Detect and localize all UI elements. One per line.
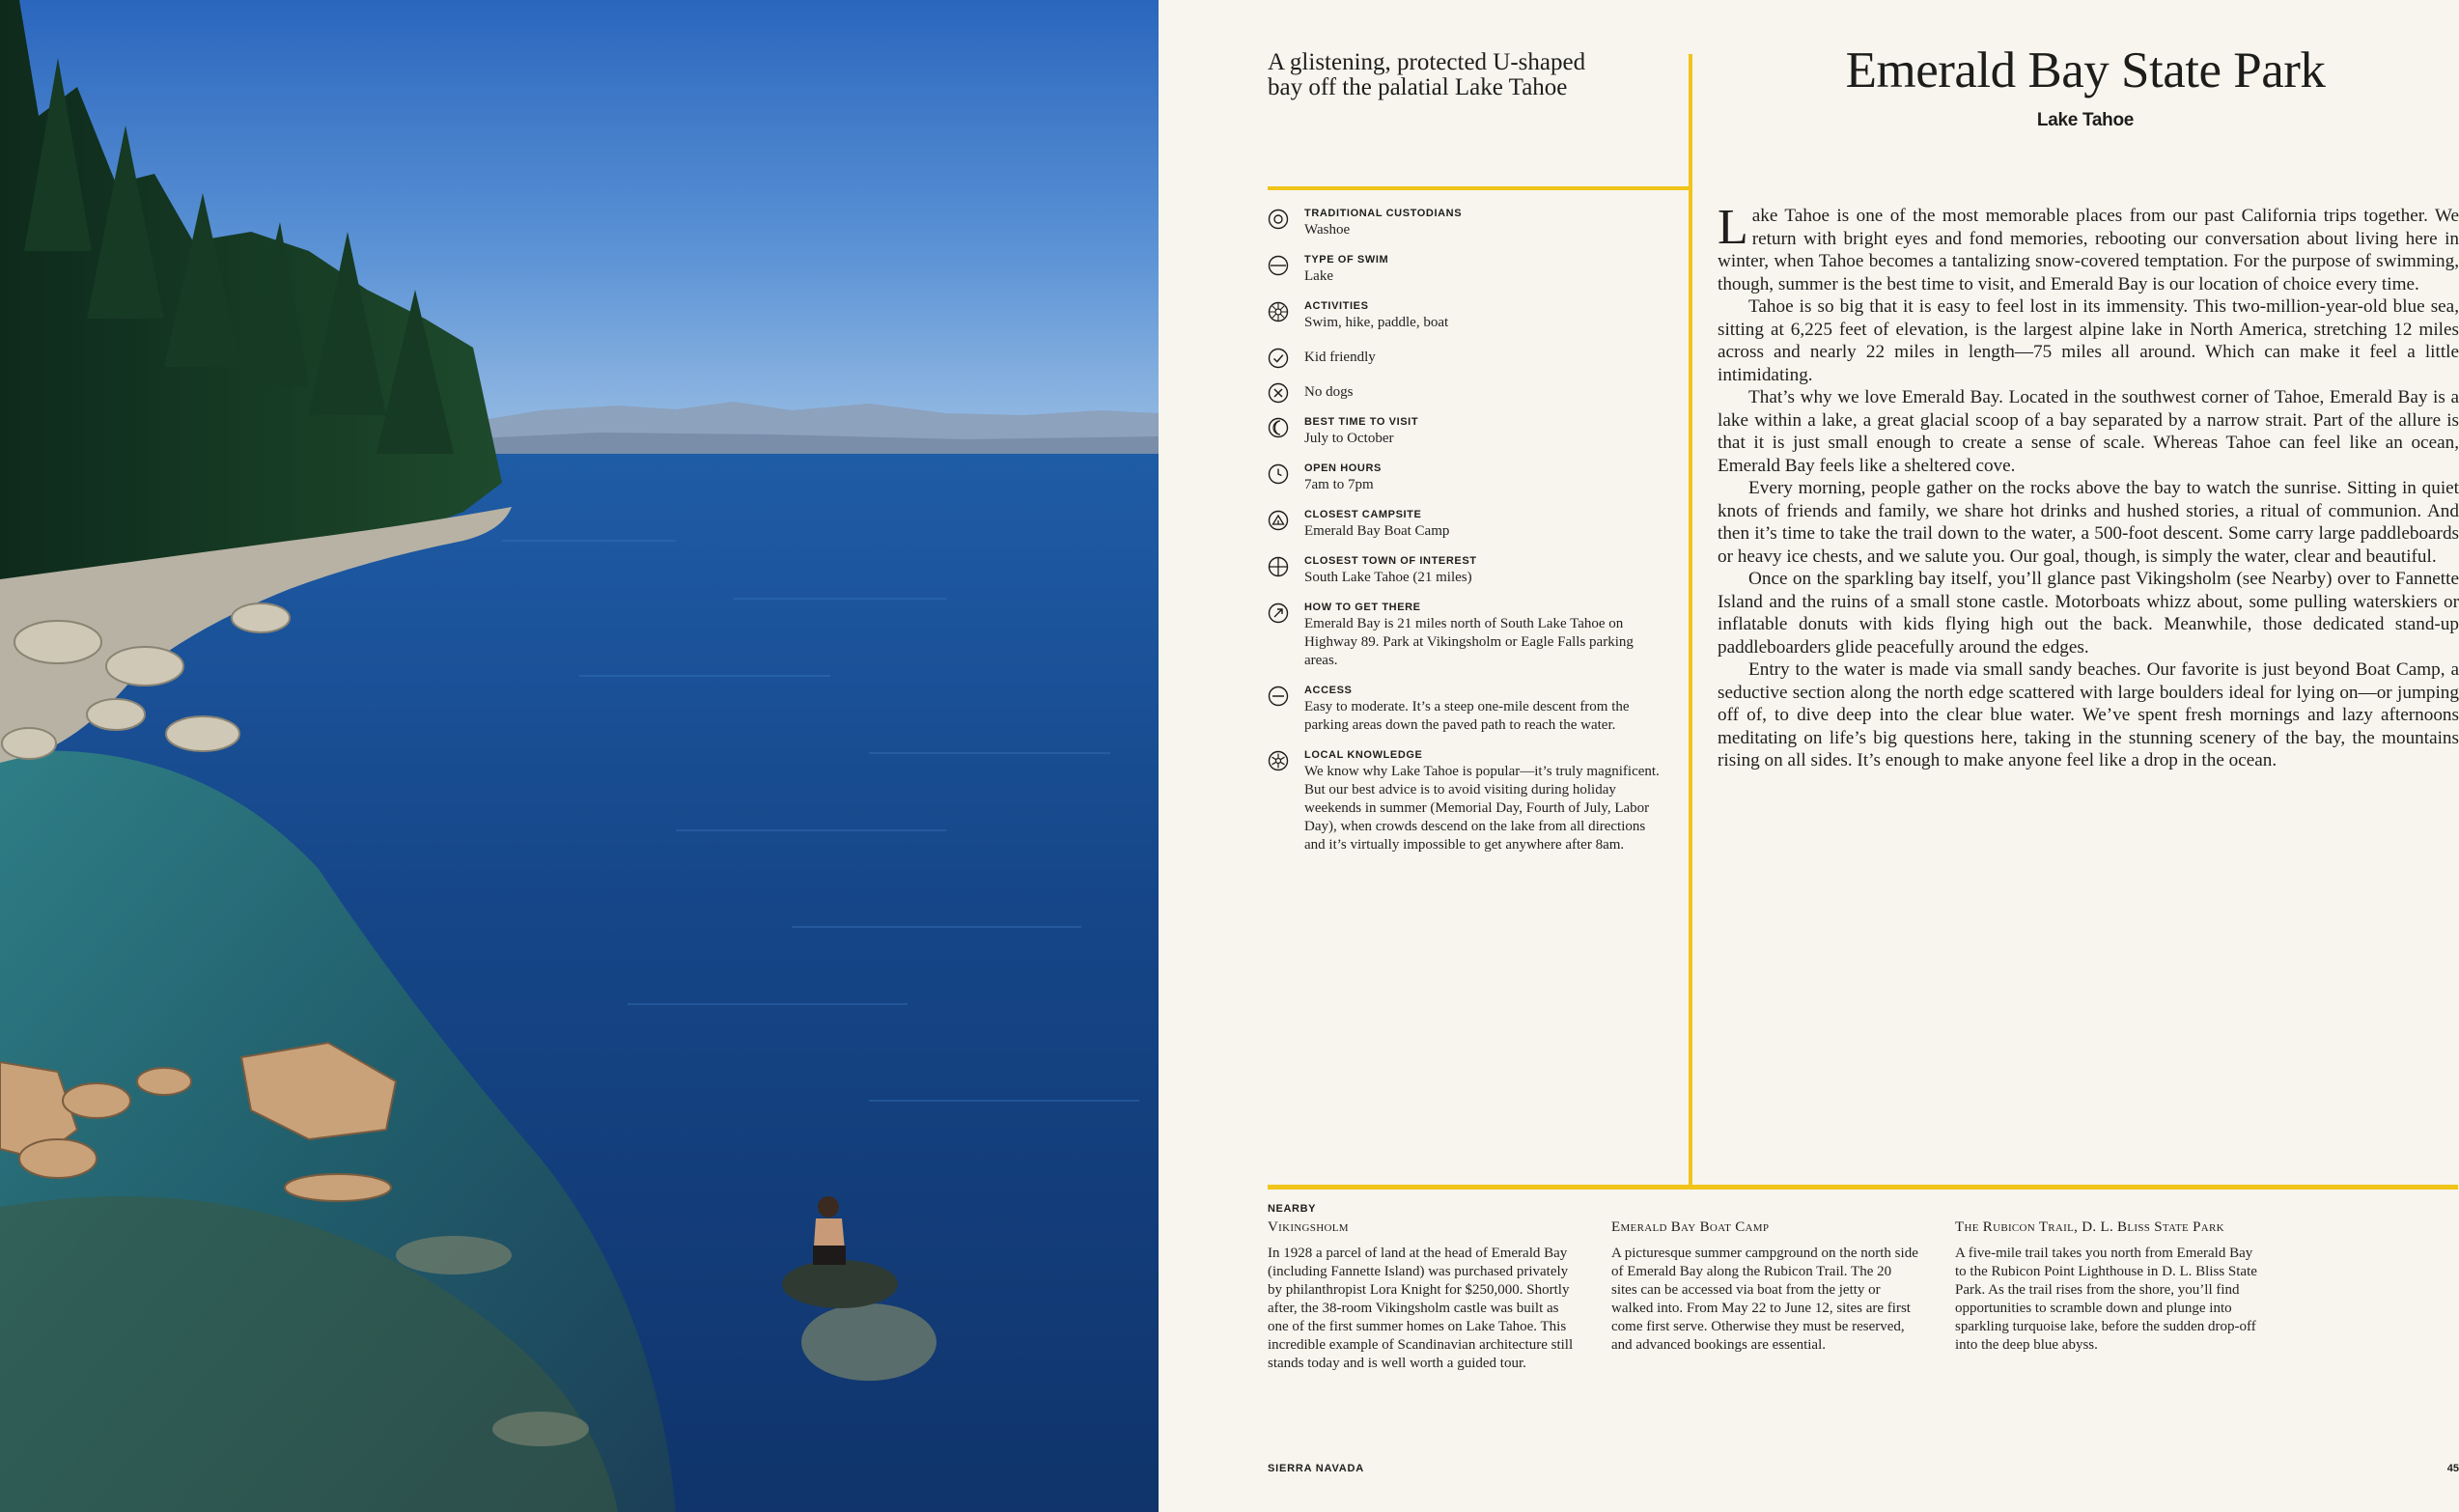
check-icon (1268, 348, 1289, 369)
info-value: 7am to 7pm (1304, 477, 1374, 492)
info-label: HOW TO GET THERE (1304, 602, 1421, 613)
paragraph: That’s why we love Emerald Bay. Located in the southwest corner of Tahoe, Emerald Bay is a lake within a lake, a great glacial scoop of a bay separated by a narrow strait. Part of the allure is that it is just small enough to create a sense of scale. Whereas Tahoe can feel like an ocean, Emerald Bay feels like a sheltered cove. (1718, 387, 2459, 476)
custodians-icon (1268, 209, 1289, 230)
paragraph: Once on the sparkling bay itself, you’ll glance past Vikingsholm (see Nearby) over to Fannette Island and the ruins of a small stone castle. Motorboats whizz about, some pulling waterskiers or inflatable donuts with kids flying high out the back. Meanwhile, those dedicated stand-up paddleboarders glide peacefully around the edges. (1718, 569, 2459, 658)
yellow-rule-bottom (1268, 1185, 2458, 1190)
nearby-text: A picturesque summer campground on the north side of Emerald Bay along the Rubicon Trail. The 20 sites can be accessed via boat from the jetty or walked into. From May 22 to June 12, sites are first come first serve. Otherwise they must be reserved, and advanced bookings are essential. (1611, 1246, 1918, 1353)
nearby-text: In 1928 a parcel of land at the head of Emerald Bay (including Fannette Island) was purchased privately by philanthropist Lora Knight for $250,000. Shortly after, the 38-room Vikingsholm castle was built as one of the first summer homes on Lake Tahoe. This incredible example of Scandinavian architecture still stands today and is well worth a guided tour. (1268, 1246, 1574, 1371)
info-label: TRADITIONAL CUSTODIANS (1304, 208, 1463, 219)
info-value: South Lake Tahoe (21 miles) (1304, 570, 1472, 585)
paragraph (1718, 200, 2459, 295)
info-label: ACCESS (1304, 685, 1353, 696)
info-label: CLOSEST CAMPSITE (1304, 509, 1422, 520)
season-icon (1268, 417, 1289, 438)
info-best-time (1268, 415, 1663, 448)
info-swim-type (1268, 253, 1663, 286)
yellow-vertical-rule (1689, 54, 1692, 1188)
directions-icon (1268, 602, 1289, 624)
paragraph: Every morning, people gather on the rocks above the bay to watch the sunrise. Sitting in quiet knots of friends and family, we share hot drinks and hushed stories, a ritual of communion. And then it’s time to take the trail down to the water, a 500-foot descent. Some carry large paddleboards or heavy ice chests, and we salute you. Our goal, though, is simply the water, clear and beautiful. (1718, 478, 2459, 567)
nearby-item (1268, 1218, 1575, 1373)
info-value: Emerald Bay is 21 miles north of South Lake Tahoe on Highway 89. Park at Vikingsholm or Eagle Falls parking areas. (1304, 616, 1634, 668)
article-page (1159, 0, 2459, 1512)
info-no-dogs (1268, 380, 1663, 404)
info-label: OPEN HOURS (1304, 462, 1382, 474)
info-value: Lake (1304, 268, 1333, 284)
paragraph: Entry to the water is made via small sandy beaches. Our favorite is just beyond Boat Camp, a seductive section along the north edge scattered with large boulders ideal for lying on—or jumping off of, to dive deep into the clear blue water. We’ve spent fresh mornings and lazy afternoons meditating on life’s big questions here, taking in the stunning scenery of the bay, the mountains rising on all sides. It’s enough to make anyone feel like a drop in the ocean. (1718, 659, 2459, 770)
no-dogs-icon (1268, 382, 1289, 404)
info-label: ACTIVITIES (1304, 300, 1369, 312)
info-custodians (1268, 207, 1663, 239)
info-value: Easy to moderate. It’s a steep one-mile descent from the parking areas down the paved path to reach the water. (1304, 699, 1630, 733)
info-label: LOCAL KNOWLEDGE (1304, 749, 1423, 761)
info-access (1268, 684, 1663, 735)
info-label: BEST TIME TO VISIT (1304, 416, 1419, 428)
drop-cap: L (1718, 200, 1748, 255)
info-list (1268, 207, 1663, 868)
info-local-knowledge (1268, 748, 1663, 854)
page-title: Emerald Bay State Park (1845, 42, 2326, 98)
lake-photo (0, 0, 1159, 1512)
knowledge-icon (1268, 750, 1289, 771)
section-footer: SIERRA NAVADA (1268, 1463, 1365, 1474)
page-subtitle: Lake Tahoe (2036, 110, 2135, 130)
nearby-item (1611, 1218, 1918, 1355)
paragraph: Tahoe is so big that it is easy to feel lost in its immensity. This two-million-year-old blue sea, sitting at 6,225 feet of elevation, is the largest alpine lake in North America, stretching 12 miles across and nearly 22 miles in length—75 miles all around. Which can make it feel a little intimidating. (1718, 296, 2459, 385)
clock-icon (1268, 463, 1289, 485)
article-body (1718, 200, 2459, 772)
access-icon (1268, 686, 1289, 707)
info-label: CLOSEST TOWN OF INTEREST (1304, 555, 1477, 567)
yellow-rule-top (1268, 186, 1691, 190)
info-town (1268, 554, 1663, 587)
nearby-title: Vikingsholm (1268, 1219, 1349, 1235)
paragraph-text: ake Tahoe is one of the most memorable places from our past California trips together. We return with bright eyes and fond memories, rebooting our conversation about living here in winter, when Tahoe becomes a tantalizing snow-covered temptation. For the purpose of swimming, though, summer is the best time to visit, and Emerald Bay is our location of choice every time. (1718, 206, 2459, 294)
swim-type-icon (1268, 255, 1289, 276)
nearby-title: The Rubicon Trail, D. L. Bliss State Park (1955, 1219, 2224, 1235)
info-open-hours (1268, 462, 1663, 494)
nearby-label: NEARBY (1268, 1203, 1317, 1215)
info-value: July to October (1304, 431, 1394, 446)
nearby-text: A five-mile trail takes you north from Emerald Bay to the Rubicon Point Lighthouse in D. L. Bliss State Park. As the trail rises from the shore, you’ll find opportunities to scramble down and plunge into sparkling turquoise lake, before the sudden drop-off into the deep blue abyss. (1955, 1246, 2257, 1353)
page-number: 45 (2446, 1463, 2459, 1474)
campsite-icon (1268, 510, 1289, 531)
nearby-item (1955, 1218, 2262, 1355)
info-label: TYPE OF SWIM (1304, 254, 1389, 266)
info-activities (1268, 299, 1663, 332)
info-kid-friendly (1268, 346, 1663, 369)
info-campsite (1268, 508, 1663, 541)
town-icon (1268, 556, 1289, 577)
info-value: Washoe (1304, 222, 1351, 238)
nearby-title: Emerald Bay Boat Camp (1611, 1219, 1770, 1235)
info-value: We know why Lake Tahoe is popular—it’s truly magnificent. But our best advice is to avoid visiting during holiday weekends in summer (Memorial Day, Fourth of July, Labor Day), when crowds descend on the lake from all directions and it’s virtually impossible to get anywhere after 8am. (1304, 764, 1660, 853)
info-value: No dogs (1304, 384, 1354, 400)
activities-icon (1268, 301, 1289, 322)
info-value: Swim, hike, paddle, boat (1304, 315, 1449, 330)
info-value: Emerald Bay Boat Camp (1304, 523, 1450, 539)
info-value: Kid friendly (1304, 350, 1376, 365)
tagline: A glistening, protected U-shaped bay off the palatial Lake Tahoe (1268, 49, 1586, 100)
info-directions (1268, 601, 1663, 670)
